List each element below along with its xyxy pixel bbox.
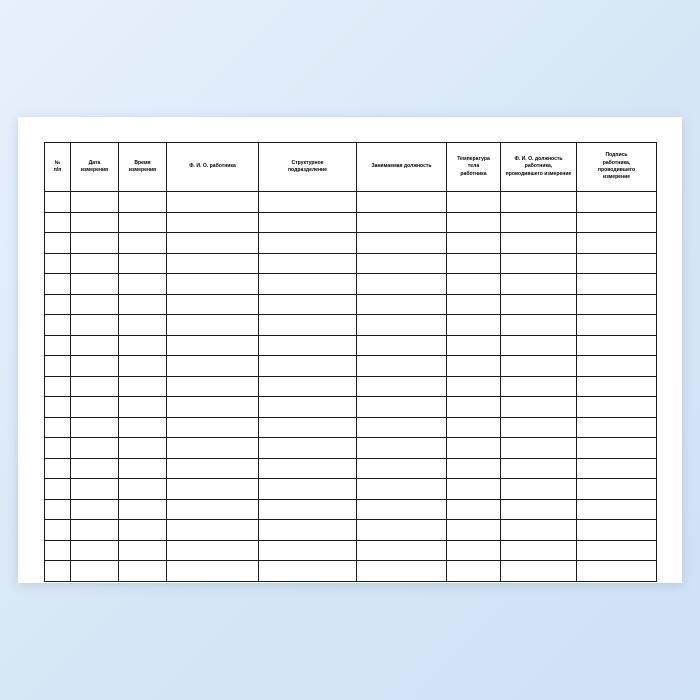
table-cell[interactable] [501,274,577,295]
table-cell[interactable] [167,376,259,397]
table-cell[interactable] [119,294,167,315]
table-cell[interactable] [119,499,167,520]
table-cell[interactable] [447,335,501,356]
table-cell[interactable] [259,335,357,356]
table-cell[interactable] [71,315,119,336]
table-cell[interactable] [501,417,577,438]
table-cell[interactable] [71,540,119,561]
table-row [45,438,657,459]
table-cell[interactable] [577,458,657,479]
table-row [45,397,657,418]
table-cell[interactable] [501,294,577,315]
table-cell[interactable] [577,397,657,418]
table-cell[interactable] [119,397,167,418]
table-cell[interactable] [259,192,357,213]
table-cell[interactable] [447,458,501,479]
table-cell[interactable] [71,397,119,418]
table-cell[interactable] [259,499,357,520]
header-line: проводившего [597,167,636,173]
table-cell[interactable] [259,315,357,336]
table-cell[interactable] [71,274,119,295]
table-body [45,192,657,582]
table-cell[interactable] [71,376,119,397]
table-cell[interactable] [45,274,71,295]
document-sheet [18,117,682,583]
table-cell[interactable] [45,356,71,377]
table-cell[interactable] [167,499,259,520]
table-cell[interactable] [45,335,71,356]
column-header-employee-name [167,143,259,192]
table-cell[interactable] [447,233,501,254]
header-line: проводившего измерение [505,170,572,177]
table-cell[interactable] [259,376,357,397]
table-row [45,561,657,582]
table-cell[interactable] [71,417,119,438]
table-cell[interactable] [357,561,447,582]
table-cell[interactable] [119,479,167,500]
table-cell[interactable] [45,192,71,213]
table-row [45,520,657,541]
table-cell[interactable] [167,294,259,315]
table-cell[interactable] [357,397,447,418]
column-header-number [45,143,71,192]
table-cell[interactable] [45,458,71,479]
header-line: Ф. И. О. должность [514,155,563,162]
table-cell[interactable] [167,397,259,418]
table-row [45,356,657,377]
header-line: работника, [602,159,631,166]
table-cell[interactable] [71,253,119,274]
table-cell[interactable] [71,438,119,459]
table-cell[interactable] [357,253,447,274]
table-cell[interactable] [577,561,657,582]
table-row [45,274,657,295]
table-cell[interactable] [167,520,259,541]
table-cell[interactable] [577,253,657,274]
table-row [45,376,657,397]
temperature-log-table [44,142,657,582]
table-cell[interactable] [447,479,501,500]
table-cell[interactable] [577,315,657,336]
table-cell[interactable] [167,561,259,582]
table-row [45,192,657,213]
table-cell[interactable] [167,417,259,438]
table-cell[interactable] [357,192,447,213]
table-cell[interactable] [577,335,657,356]
header-line: работника, [524,163,553,170]
table-row [45,315,657,336]
table-cell[interactable] [45,376,71,397]
table-cell[interactable] [259,274,357,295]
table-cell[interactable] [45,520,71,541]
table-cell[interactable] [501,356,577,377]
table-cell[interactable] [447,274,501,295]
table-cell[interactable] [167,479,259,500]
column-header-body-temperature [447,143,501,192]
table-row [45,212,657,233]
table-container [44,142,656,582]
column-header-measurer-signature [577,143,657,192]
column-header-department [259,143,357,192]
table-cell[interactable] [119,520,167,541]
table-cell[interactable] [119,192,167,213]
table-cell[interactable] [45,438,71,459]
table-cell[interactable] [119,233,167,254]
table-cell[interactable] [119,274,167,295]
table-cell[interactable] [71,335,119,356]
table-cell[interactable] [447,417,501,438]
table-cell[interactable] [45,294,71,315]
table-cell[interactable] [167,212,259,233]
header-line: подразделение [287,167,327,173]
table-cell[interactable] [259,561,357,582]
table-cell[interactable] [45,233,71,254]
column-header-time [119,143,167,192]
table-row [45,417,657,438]
table-cell[interactable] [447,376,501,397]
header-line: тела [467,163,480,170]
table-cell[interactable] [71,479,119,500]
column-header-measurer-name [501,143,577,192]
table-cell[interactable] [119,253,167,274]
table-cell[interactable] [45,540,71,561]
table-cell[interactable] [447,253,501,274]
table-cell[interactable] [501,561,577,582]
header-line: Структурное [291,159,324,166]
table-cell[interactable] [501,315,577,336]
table-cell[interactable] [577,233,657,254]
table-cell[interactable] [259,294,357,315]
table-cell[interactable] [357,417,447,438]
table-cell[interactable] [501,438,577,459]
table-cell[interactable] [167,192,259,213]
header-line: измерения [80,167,109,173]
table-cell[interactable] [119,458,167,479]
table-cell[interactable] [45,212,71,233]
table-cell[interactable] [167,540,259,561]
table-cell[interactable] [45,561,71,582]
table-cell[interactable] [501,499,577,520]
table-cell[interactable] [357,540,447,561]
header-line: измерение [602,174,631,181]
column-header-date [71,143,119,192]
table-cell[interactable] [357,479,447,500]
table-cell[interactable] [167,315,259,336]
table-cell[interactable] [259,233,357,254]
table-cell[interactable] [577,212,657,233]
table-cell[interactable] [357,212,447,233]
table-cell[interactable] [167,458,259,479]
table-cell[interactable] [119,417,167,438]
header-line: Занимаемая должность [371,163,432,170]
table-cell[interactable] [119,335,167,356]
table-cell[interactable] [357,520,447,541]
table-cell[interactable] [577,417,657,438]
table-cell[interactable] [71,212,119,233]
table-cell[interactable] [501,376,577,397]
table-cell[interactable] [119,561,167,582]
table-row [45,540,657,561]
table-cell[interactable] [259,479,357,500]
table-cell[interactable] [45,397,71,418]
table-cell[interactable] [357,499,447,520]
table-cell[interactable] [167,233,259,254]
table-cell[interactable] [259,356,357,377]
table-cell[interactable] [357,335,447,356]
table-cell[interactable] [119,376,167,397]
table-cell[interactable] [447,397,501,418]
table-cell[interactable] [119,212,167,233]
table-cell[interactable] [447,438,501,459]
table-cell[interactable] [501,540,577,561]
header-line: Подпись [605,152,628,159]
table-cell[interactable] [259,212,357,233]
table-cell[interactable] [45,253,71,274]
table-cell[interactable] [447,294,501,315]
table-cell[interactable] [357,376,447,397]
table-row [45,458,657,479]
table-cell[interactable] [577,356,657,377]
table-cell[interactable] [71,499,119,520]
table-cell[interactable] [119,438,167,459]
table-cell[interactable] [501,520,577,541]
table-cell[interactable] [259,438,357,459]
table-cell[interactable] [71,561,119,582]
header-line: Время [134,159,151,166]
table-cell[interactable] [71,233,119,254]
table-row [45,253,657,274]
table-cell[interactable] [501,253,577,274]
table-cell[interactable] [447,212,501,233]
table-cell[interactable] [447,520,501,541]
table-cell[interactable] [119,315,167,336]
table-row [45,479,657,500]
table-cell[interactable] [501,458,577,479]
header-line: п/п [53,167,62,173]
table-row [45,233,657,254]
table-cell[interactable] [447,540,501,561]
header-line: работника [460,170,487,177]
table-cell[interactable] [259,520,357,541]
table-cell[interactable] [167,274,259,295]
table-cell[interactable] [357,438,447,459]
table-cell[interactable] [71,294,119,315]
table-cell[interactable] [501,233,577,254]
header-line: измерения [128,167,157,173]
table-cell[interactable] [577,192,657,213]
table-cell[interactable] [259,417,357,438]
table-cell[interactable] [119,356,167,377]
table-cell[interactable] [357,356,447,377]
table-cell[interactable] [447,192,501,213]
table-cell[interactable] [577,274,657,295]
table-cell[interactable] [501,335,577,356]
table-cell[interactable] [71,520,119,541]
table-cell[interactable] [259,458,357,479]
column-header-position [357,143,447,192]
table-cell[interactable] [45,315,71,336]
table-cell[interactable] [259,540,357,561]
header-line: Температура [457,155,490,162]
table-row [45,294,657,315]
table-cell[interactable] [357,233,447,254]
table-cell[interactable] [577,540,657,561]
table-cell[interactable] [71,192,119,213]
table-cell[interactable] [71,458,119,479]
table-cell[interactable] [357,294,447,315]
table-cell[interactable] [501,192,577,213]
table-cell[interactable] [501,212,577,233]
table-cell[interactable] [357,458,447,479]
table-cell[interactable] [447,356,501,377]
table-cell[interactable] [447,561,501,582]
table-cell[interactable] [71,356,119,377]
table-cell[interactable] [577,520,657,541]
table-cell[interactable] [119,540,167,561]
table-cell[interactable] [577,294,657,315]
table-row [45,335,657,356]
table-cell[interactable] [501,479,577,500]
table-cell[interactable] [447,499,501,520]
table-cell[interactable] [447,315,501,336]
table-row [45,499,657,520]
table-cell[interactable] [167,335,259,356]
header-line: № [54,159,61,166]
header-line: Дата [88,159,101,166]
table-cell[interactable] [577,499,657,520]
header-line: Ф. И. О. работника [189,163,236,170]
table-cell[interactable] [577,376,657,397]
table-cell[interactable] [45,499,71,520]
table-cell[interactable] [577,479,657,500]
table-cell[interactable] [259,397,357,418]
table-cell[interactable] [45,479,71,500]
table-cell[interactable] [357,274,447,295]
table-cell[interactable] [167,438,259,459]
table-cell[interactable] [501,397,577,418]
table-cell[interactable] [357,315,447,336]
table-cell[interactable] [167,253,259,274]
table-cell[interactable] [45,417,71,438]
table-cell[interactable] [259,253,357,274]
table-header-row [45,143,657,192]
table-cell[interactable] [167,356,259,377]
table-cell[interactable] [577,438,657,459]
